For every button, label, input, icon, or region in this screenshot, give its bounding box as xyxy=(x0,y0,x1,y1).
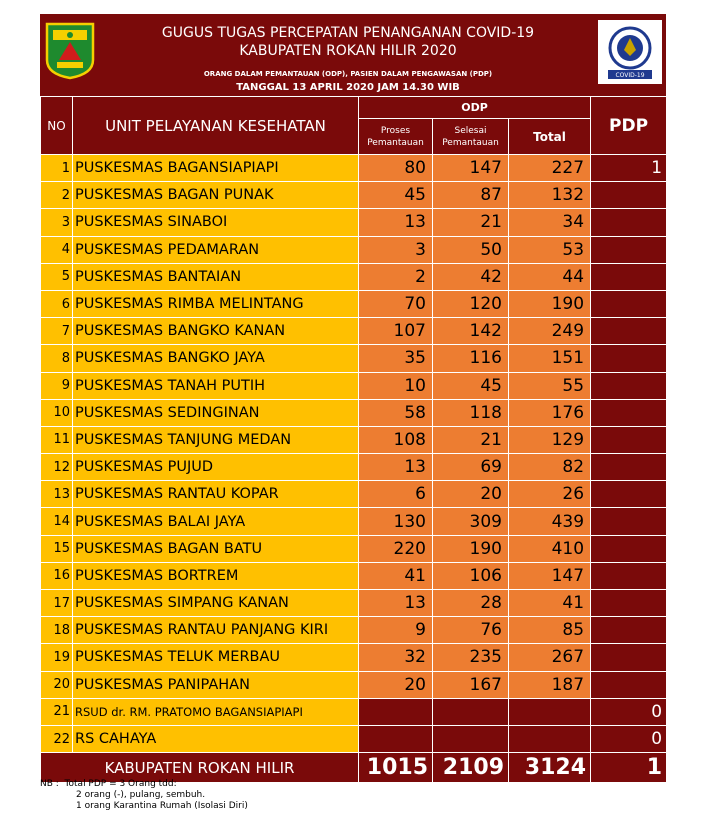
row-no: 18 xyxy=(41,617,73,644)
row-proses: 58 xyxy=(359,399,433,426)
total-selesai: 2109 xyxy=(433,753,509,783)
row-selesai: 42 xyxy=(433,263,509,290)
column-header-no: NO xyxy=(41,97,73,155)
row-proses: 13 xyxy=(359,209,433,236)
row-name: PUSKESMAS SINABOI xyxy=(73,209,359,236)
row-pdp xyxy=(591,345,667,372)
empty-cell xyxy=(433,698,509,725)
table-row xyxy=(41,671,667,698)
column-header-selesai xyxy=(433,119,509,155)
row-selesai: 147 xyxy=(433,155,509,182)
row-total: 82 xyxy=(509,454,591,481)
row-name: PUSKESMAS SIMPANG KANAN xyxy=(73,590,359,617)
row-total: 34 xyxy=(509,209,591,236)
hospital-name: RSUD dr. RM. PRATOMO BAGANSIAPIAPI xyxy=(73,698,359,725)
row-no: 3 xyxy=(41,209,73,236)
table-row xyxy=(41,345,667,372)
row-selesai: 116 xyxy=(433,345,509,372)
row-total: 44 xyxy=(509,263,591,290)
row-selesai: 20 xyxy=(433,481,509,508)
hospital-name: RS CAHAYA xyxy=(73,725,359,752)
row-pdp xyxy=(591,182,667,209)
row-pdp xyxy=(591,263,667,290)
hospital-pdp: 0 xyxy=(591,698,667,725)
row-selesai: 190 xyxy=(433,535,509,562)
column-header-total: Total xyxy=(509,119,591,155)
row-name: PUSKESMAS BANTAIAN xyxy=(73,263,359,290)
hospital-pdp: 0 xyxy=(591,725,667,752)
row-total: 147 xyxy=(509,562,591,589)
table-row xyxy=(41,182,667,209)
row-no: 13 xyxy=(41,481,73,508)
table-row xyxy=(41,481,667,508)
row-no: 19 xyxy=(41,644,73,671)
total-proses: 1015 xyxy=(359,753,433,783)
note-line-1: Total PDP = 3 Orang tdd: xyxy=(64,779,177,789)
row-proses: 130 xyxy=(359,508,433,535)
row-total: 53 xyxy=(509,236,591,263)
row-pdp xyxy=(591,617,667,644)
row-pdp xyxy=(591,562,667,589)
row-selesai: 69 xyxy=(433,454,509,481)
row-no: 2 xyxy=(41,182,73,209)
row-no: 6 xyxy=(41,290,73,317)
row-proses: 70 xyxy=(359,290,433,317)
footnote xyxy=(40,779,248,812)
row-selesai: 167 xyxy=(433,671,509,698)
column-header-pdp: PDP xyxy=(591,97,667,155)
table-row xyxy=(41,155,667,182)
proses-line-1: Proses xyxy=(380,125,411,136)
row-proses: 13 xyxy=(359,590,433,617)
logo-right-text: COVID-19 xyxy=(615,72,645,79)
row-no: 12 xyxy=(41,454,73,481)
rokan-hilir-emblem-icon xyxy=(43,20,97,80)
row-pdp xyxy=(591,399,667,426)
table-row xyxy=(41,644,667,671)
row-pdp: 1 xyxy=(591,155,667,182)
row-proses: 13 xyxy=(359,454,433,481)
row-pdp xyxy=(591,644,667,671)
row-selesai: 309 xyxy=(433,508,509,535)
table-row xyxy=(41,236,667,263)
row-no: 5 xyxy=(41,263,73,290)
header-description: ORANG DALAM PEMANTAUAN (ODP), PASIEN DALAM PENGAWASAN (PDP) xyxy=(203,70,493,78)
row-pdp xyxy=(591,372,667,399)
row-selesai: 87 xyxy=(433,182,509,209)
hospital-row xyxy=(41,725,667,752)
hospital-no: 22 xyxy=(41,725,73,752)
row-name: PUSKESMAS TANAH PUTIH xyxy=(73,372,359,399)
hospital-no: 21 xyxy=(41,698,73,725)
row-selesai: 76 xyxy=(433,617,509,644)
row-proses: 80 xyxy=(359,155,433,182)
row-pdp xyxy=(591,290,667,317)
row-no: 20 xyxy=(41,671,73,698)
row-name: PUSKESMAS BAGAN PUNAK xyxy=(73,182,359,209)
row-no: 4 xyxy=(41,236,73,263)
row-total: 190 xyxy=(509,290,591,317)
row-name: PUSKESMAS BAGAN BATU xyxy=(73,535,359,562)
covid-task-force-logo-icon xyxy=(598,20,662,84)
row-no: 8 xyxy=(41,345,73,372)
row-total: 132 xyxy=(509,182,591,209)
row-pdp xyxy=(591,508,667,535)
row-total: 410 xyxy=(509,535,591,562)
row-total: 41 xyxy=(509,590,591,617)
row-proses: 20 xyxy=(359,671,433,698)
selesai-line-1: Selesai xyxy=(454,125,487,136)
row-selesai: 120 xyxy=(433,290,509,317)
note-line-2: 2 orang (-), pulang, sembuh. xyxy=(76,790,206,800)
row-proses: 107 xyxy=(359,318,433,345)
row-name: PUSKESMAS PUJUD xyxy=(73,454,359,481)
table-row xyxy=(41,454,667,481)
row-name: PUSKESMAS BANGKO KANAN xyxy=(73,318,359,345)
table-row xyxy=(41,590,667,617)
row-proses: 2 xyxy=(359,263,433,290)
row-total: 129 xyxy=(509,426,591,453)
row-pdp xyxy=(591,481,667,508)
column-header-odp: ODP xyxy=(359,97,591,119)
selesai-line-2: Pemantauan xyxy=(442,137,499,148)
row-proses: 108 xyxy=(359,426,433,453)
row-name: PUSKESMAS BORTREM xyxy=(73,562,359,589)
row-proses: 10 xyxy=(359,372,433,399)
row-proses: 41 xyxy=(359,562,433,589)
row-pdp xyxy=(591,454,667,481)
row-name: PUSKESMAS RANTAU KOPAR xyxy=(73,481,359,508)
row-no: 16 xyxy=(41,562,73,589)
row-name: PUSKESMAS RANTAU PANJANG KIRI xyxy=(73,617,359,644)
row-pdp xyxy=(591,590,667,617)
row-name: PUSKESMAS BAGANSIAPIAPI xyxy=(73,155,359,182)
empty-cell xyxy=(359,725,433,752)
row-selesai: 142 xyxy=(433,318,509,345)
row-total: 55 xyxy=(509,372,591,399)
table-row xyxy=(41,617,667,644)
row-selesai: 50 xyxy=(433,236,509,263)
table-row xyxy=(41,535,667,562)
table-row xyxy=(41,318,667,345)
row-total: 85 xyxy=(509,617,591,644)
row-name: PUSKESMAS BALAI JAYA xyxy=(73,508,359,535)
row-no: 15 xyxy=(41,535,73,562)
row-total: 249 xyxy=(509,318,591,345)
row-proses: 45 xyxy=(359,182,433,209)
row-pdp xyxy=(591,318,667,345)
row-proses: 32 xyxy=(359,644,433,671)
empty-cell xyxy=(433,725,509,752)
table-row xyxy=(41,508,667,535)
row-total: 439 xyxy=(509,508,591,535)
row-name: PUSKESMAS PANIPAHAN xyxy=(73,671,359,698)
row-name: PUSKESMAS BANGKO JAYA xyxy=(73,345,359,372)
empty-cell xyxy=(509,725,591,752)
row-total: 267 xyxy=(509,644,591,671)
row-no: 9 xyxy=(41,372,73,399)
row-proses: 220 xyxy=(359,535,433,562)
row-total: 227 xyxy=(509,155,591,182)
empty-cell xyxy=(359,698,433,725)
row-total: 26 xyxy=(509,481,591,508)
row-pdp xyxy=(591,209,667,236)
hospital-row xyxy=(41,698,667,725)
row-selesai: 45 xyxy=(433,372,509,399)
row-no: 7 xyxy=(41,318,73,345)
row-selesai: 21 xyxy=(433,426,509,453)
note-prefix: NB : xyxy=(40,779,59,789)
empty-cell xyxy=(509,698,591,725)
row-name: PUSKESMAS RIMBA MELINTANG xyxy=(73,290,359,317)
table-row xyxy=(41,372,667,399)
row-no: 11 xyxy=(41,426,73,453)
covid-data-table xyxy=(40,96,667,783)
table-row xyxy=(41,209,667,236)
total-label: KABUPATEN ROKAN HILIR xyxy=(41,753,359,783)
row-selesai: 21 xyxy=(433,209,509,236)
row-total: 151 xyxy=(509,345,591,372)
row-no: 14 xyxy=(41,508,73,535)
column-header-unit: UNIT PELAYANAN KESEHATAN xyxy=(73,97,359,155)
header-title: GUGUS TUGAS PERCEPATAN PENANGANAN COVID-19 xyxy=(161,25,535,41)
row-selesai: 28 xyxy=(433,590,509,617)
header-date: TANGGAL 13 APRIL 2020 JAM 14.30 WIB xyxy=(236,82,460,93)
row-no: 17 xyxy=(41,590,73,617)
row-selesai: 235 xyxy=(433,644,509,671)
row-no: 1 xyxy=(41,155,73,182)
row-name: PUSKESMAS TANJUNG MEDAN xyxy=(73,426,359,453)
row-total: 176 xyxy=(509,399,591,426)
row-pdp xyxy=(591,535,667,562)
column-header-proses xyxy=(359,119,433,155)
row-proses: 3 xyxy=(359,236,433,263)
row-proses: 6 xyxy=(359,481,433,508)
row-pdp xyxy=(591,236,667,263)
header-subtitle: KABUPATEN ROKAN HILIR 2020 xyxy=(239,43,457,59)
row-proses: 35 xyxy=(359,345,433,372)
row-no: 10 xyxy=(41,399,73,426)
row-proses: 9 xyxy=(359,617,433,644)
report-header xyxy=(40,14,666,96)
table-row xyxy=(41,562,667,589)
table-row xyxy=(41,399,667,426)
row-name: PUSKESMAS PEDAMARAN xyxy=(73,236,359,263)
table-row xyxy=(41,263,667,290)
total-total: 3124 xyxy=(509,753,591,783)
row-total: 187 xyxy=(509,671,591,698)
table-row xyxy=(41,290,667,317)
row-name: PUSKESMAS SEDINGINAN xyxy=(73,399,359,426)
row-pdp xyxy=(591,426,667,453)
row-selesai: 106 xyxy=(433,562,509,589)
row-pdp xyxy=(591,671,667,698)
total-pdp: 1 xyxy=(591,753,667,783)
table-row xyxy=(41,426,667,453)
proses-line-2: Pemantauan xyxy=(367,137,424,148)
row-name: PUSKESMAS TELUK MERBAU xyxy=(73,644,359,671)
row-selesai: 118 xyxy=(433,399,509,426)
note-line-3: 1 orang Karantina Rumah (Isolasi Diri) xyxy=(76,801,248,811)
